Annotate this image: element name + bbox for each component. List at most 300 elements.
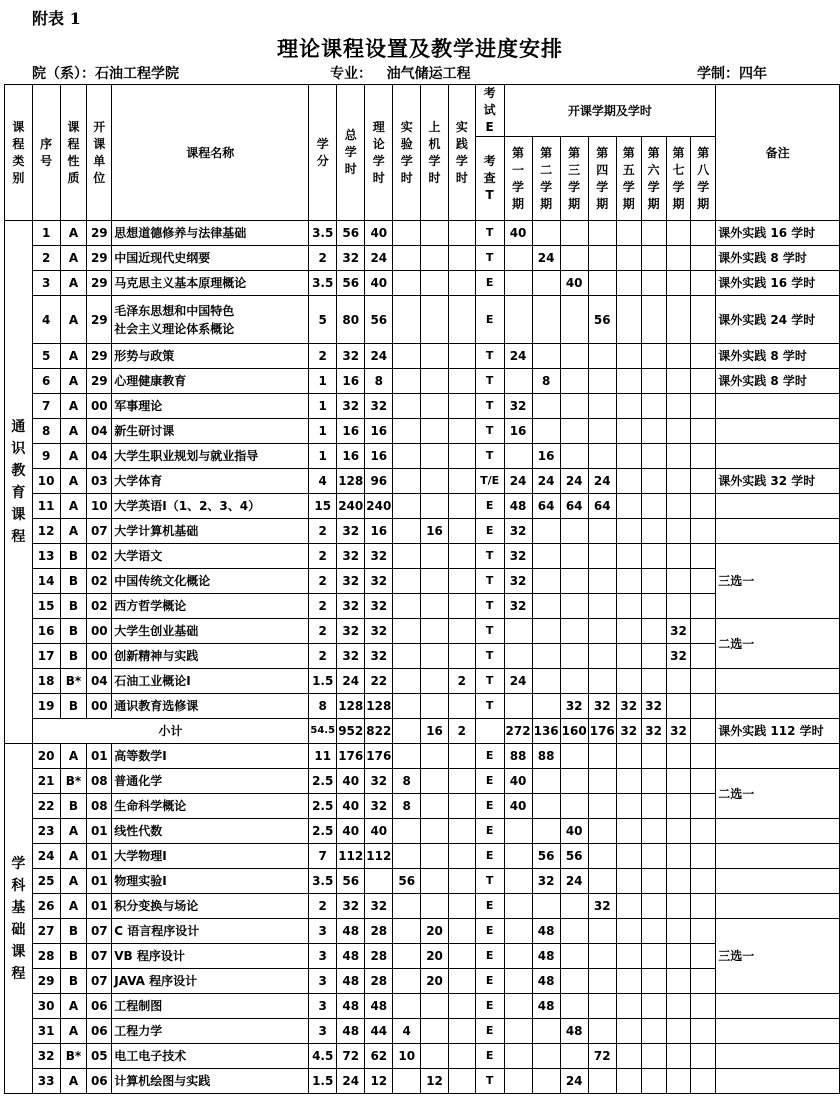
semester-4-cell [588,769,616,794]
semester-3-cell [560,1044,588,1069]
seq-cell: 16 [32,619,60,644]
seq-cell: 1 [32,221,60,246]
machine-hours-cell [421,419,449,444]
theory-hours-cell: 32 [365,769,393,794]
course-name-cell [112,494,309,519]
subtotal-semester-8 [691,719,716,744]
theory-hours-cell: 112 [365,844,393,869]
semester-4-cell [588,1069,616,1094]
seq-cell: 19 [32,694,60,719]
unit-cell: 29 [87,369,112,394]
semester-2-cell [532,544,560,569]
total-hours-cell: 56 [337,869,365,894]
semester-6-cell [641,1019,666,1044]
semester-2-cell: 48 [532,919,560,944]
subtotal-exam [475,719,504,744]
course-name-line: C 语言程序设计 [114,924,200,938]
semester-5-cell [616,544,641,569]
semester-3-cell: 40 [560,271,588,296]
table-row [5,644,840,669]
semester-3-cell [560,444,588,469]
header-semester-5: 第 五 学 期 [616,137,641,221]
semester-8-cell [691,794,716,819]
credit-cell: 11 [309,744,337,769]
course-name-cell [112,271,309,296]
course-name-line: 思想道德修养与法律基础 [114,226,247,240]
remark-cell [716,894,840,919]
semester-2-cell [532,519,560,544]
machine-hours-cell [421,594,449,619]
seq-cell: 23 [32,819,60,844]
nature-cell: B [60,919,87,944]
semester-4-cell [588,944,616,969]
semester-8-cell [691,869,716,894]
semester-1-cell [504,819,532,844]
nature-cell: A [60,221,87,246]
semester-1-cell [504,1019,532,1044]
exam-type-cell: T [475,1069,504,1094]
theory-hours-cell: 176 [365,744,393,769]
semester-4-cell [588,344,616,369]
table-row [5,246,840,271]
credit-cell: 2 [309,594,337,619]
machine-hours-cell [421,994,449,1019]
seq-cell: 6 [32,369,60,394]
table-row [5,444,840,469]
practice-hours-cell [448,869,475,894]
total-hours-cell: 32 [337,644,365,669]
practice-hours-cell [448,246,475,271]
semester-7-cell [666,1044,691,1069]
credit-cell: 2 [309,644,337,669]
remark-cell: 课外实践 8 学时 [716,246,840,271]
course-name-cell [112,469,309,494]
semester-8-cell [691,469,716,494]
total-hours-cell: 40 [337,794,365,819]
semester-8-cell [691,919,716,944]
semester-3-cell [560,369,588,394]
semester-4-cell [588,844,616,869]
machine-hours-cell: 20 [421,919,449,944]
exam-type-cell: E [475,1019,504,1044]
semester-2-cell: 48 [532,994,560,1019]
semester-4-cell: 72 [588,1044,616,1069]
lab-hours-cell [393,594,421,619]
semester-4-cell [588,246,616,271]
machine-hours-cell [421,694,449,719]
seq-cell: 26 [32,894,60,919]
semester-3-cell [560,419,588,444]
semester-8-cell [691,744,716,769]
unit-cell: 29 [87,246,112,271]
theory-hours-cell: 56 [365,296,393,344]
header-practice-hours: 实 践 学 时 [448,85,475,221]
practice-hours-cell [448,271,475,296]
total-hours-cell: 16 [337,444,365,469]
lab-hours-cell [393,819,421,844]
theory-hours-cell: 40 [365,271,393,296]
nature-cell: A [60,494,87,519]
nature-cell: B [60,794,87,819]
seq-cell: 33 [32,1069,60,1094]
machine-hours-cell [421,369,449,394]
semester-8-cell [691,419,716,444]
semester-4-cell [588,744,616,769]
subtotal-semester-4: 176 [588,719,616,744]
semester-8-cell [691,394,716,419]
semester-5-cell [616,344,641,369]
semester-1-cell [504,994,532,1019]
seq-cell: 15 [32,594,60,619]
semester-4-cell: 32 [588,894,616,919]
table-row [5,544,840,569]
table-row [5,494,840,519]
semester-4-cell [588,669,616,694]
course-name-line: 计算机绘图与实践 [114,1074,211,1088]
seq-cell: 30 [32,994,60,1019]
semester-2-cell: 48 [532,969,560,994]
course-name-cell [112,394,309,419]
semester-4-cell [588,594,616,619]
semester-8-cell [691,1019,716,1044]
machine-hours-cell [421,246,449,271]
lab-hours-cell [393,519,421,544]
table-row [5,619,840,644]
semester-2-cell [532,644,560,669]
seq-cell: 32 [32,1044,60,1069]
semester-4-cell [588,819,616,844]
semester-6-cell [641,271,666,296]
unit-cell: 02 [87,544,112,569]
theory-hours-cell: 40 [365,819,393,844]
remark-cell [716,494,840,519]
semester-1-cell: 24 [504,469,532,494]
machine-hours-cell [421,644,449,669]
course-name-cell [112,444,309,469]
theory-hours-cell: 32 [365,894,393,919]
nature-cell: A [60,469,87,494]
credit-cell: 2 [309,246,337,271]
unit-cell: 00 [87,619,112,644]
subtotal-semester-3: 160 [560,719,588,744]
machine-hours-cell [421,844,449,869]
credit-cell: 1 [309,419,337,444]
lab-hours-cell [393,919,421,944]
exam-type-cell: E [475,744,504,769]
machine-hours-cell [421,669,449,694]
unit-cell: 04 [87,669,112,694]
machine-hours-cell: 20 [421,944,449,969]
semester-3-cell: 32 [560,694,588,719]
semester-2-cell: 8 [532,369,560,394]
semester-8-cell [691,344,716,369]
semester-1-cell [504,296,532,344]
appendix-label: 附表 1 [32,9,81,28]
course-name-line: 新生研讨课 [114,424,175,438]
nature-cell: A [60,394,87,419]
seq-cell: 29 [32,969,60,994]
nature-cell: B [60,594,87,619]
semester-7-cell [666,594,691,619]
course-name-line: 大学计算机基础 [114,524,199,538]
semester-3-cell: 56 [560,844,588,869]
semester-5-cell [616,819,641,844]
lab-hours-cell [393,569,421,594]
seq-cell: 5 [32,344,60,369]
seq-cell: 2 [32,246,60,271]
credit-cell: 1.5 [309,1069,337,1094]
course-name-cell [112,944,309,969]
exam-type-cell: T [475,669,504,694]
total-hours-cell: 16 [337,369,365,394]
nature-cell: B [60,969,87,994]
semester-4-cell [588,969,616,994]
nature-cell: B [60,694,87,719]
table-row [5,271,840,296]
exam-type-cell: E [475,769,504,794]
total-hours-cell: 72 [337,1044,365,1069]
semester-5-cell [616,419,641,444]
theory-hours-cell [365,869,393,894]
total-hours-cell: 240 [337,494,365,519]
table-row [5,744,840,769]
semester-4-cell [588,544,616,569]
semester-5-cell [616,444,641,469]
lab-hours-cell [393,844,421,869]
semester-1-cell [504,246,532,271]
unit-cell: 07 [87,969,112,994]
exam-type-cell: T [475,369,504,394]
semester-8-cell [691,494,716,519]
semester-6-cell [641,919,666,944]
semester-1-cell [504,369,532,394]
semester-5-cell: 32 [616,694,641,719]
theory-hours-cell: 16 [365,444,393,469]
seq-cell: 27 [32,919,60,944]
semester-1-cell [504,869,532,894]
semester-7-cell [666,369,691,394]
lab-hours-cell [393,619,421,644]
semester-8-cell [691,594,716,619]
course-name-line: VB 程序设计 [114,949,185,963]
machine-hours-cell [421,1019,449,1044]
semester-1-cell: 16 [504,419,532,444]
practice-hours-cell [448,494,475,519]
credit-cell: 4.5 [309,1044,337,1069]
seq-cell: 7 [32,394,60,419]
credit-cell: 1 [309,444,337,469]
semester-7-cell [666,344,691,369]
semester-6-cell [641,844,666,869]
credit-cell: 1 [309,394,337,419]
practice-hours-cell [448,594,475,619]
semester-1-cell: 32 [504,519,532,544]
credit-cell: 1 [309,369,337,394]
seq-cell: 9 [32,444,60,469]
semester-7-cell [666,869,691,894]
lab-hours-cell: 4 [393,1019,421,1044]
table-row [5,394,840,419]
remark-cell [716,1069,840,1094]
remark-cell: 课外实践 8 学时 [716,369,840,394]
semester-3-cell [560,894,588,919]
total-hours-cell: 48 [337,1019,365,1044]
semester-7-cell: 32 [666,619,691,644]
semester-2-cell: 16 [532,444,560,469]
machine-hours-cell [421,296,449,344]
semester-7-cell [666,994,691,1019]
nature-cell: B [60,619,87,644]
semester-7-cell [666,544,691,569]
remark-cell: 课外实践 16 学时 [716,221,840,246]
course-name-line: 线性代数 [114,824,163,838]
semester-1-cell [504,844,532,869]
table-row [5,469,840,494]
exam-type-cell: T [475,344,504,369]
practice-hours-cell [448,1019,475,1044]
lab-hours-cell [393,444,421,469]
unit-cell: 00 [87,644,112,669]
semester-4-cell [588,419,616,444]
semester-5-cell [616,669,641,694]
exam-type-cell: E [475,794,504,819]
table-row [5,944,840,969]
total-hours-cell: 48 [337,919,365,944]
lab-hours-cell: 56 [393,869,421,894]
seq-cell: 24 [32,844,60,869]
semester-1-cell: 32 [504,569,532,594]
lab-hours-cell: 8 [393,769,421,794]
credit-cell: 3.5 [309,221,337,246]
nature-cell: B [60,544,87,569]
practice-hours-cell [448,969,475,994]
unit-cell: 04 [87,419,112,444]
table-row [5,869,840,894]
table-row [5,594,840,619]
semester-3-cell [560,794,588,819]
practice-hours-cell [448,769,475,794]
semester-2-cell: 56 [532,844,560,869]
unit-cell: 29 [87,344,112,369]
course-name-line: 电工电子技术 [114,1049,187,1063]
semester-2-cell [532,769,560,794]
semester-3-cell: 24 [560,469,588,494]
semester-2-cell [532,1019,560,1044]
practice-hours-cell [448,744,475,769]
seq-cell: 21 [32,769,60,794]
semester-1-cell [504,644,532,669]
lab-hours-cell [393,494,421,519]
remark-cell: 二选一 [716,769,840,819]
theory-hours-cell: 12 [365,1069,393,1094]
subtotal-semester-7: 32 [666,719,691,744]
nature-cell: A [60,344,87,369]
subtotal-credit: 54.5 [309,719,337,744]
unit-cell: 05 [87,1044,112,1069]
practice-hours-cell [448,994,475,1019]
machine-hours-cell [421,744,449,769]
course-name-cell [112,419,309,444]
course-name-cell [112,669,309,694]
semester-1-cell: 48 [504,494,532,519]
course-name-line: 石油工业概论I [114,674,191,688]
duration-label: 学制：四年 [697,66,767,82]
course-name-line: 创新精神与实践 [114,649,199,663]
unit-cell: 08 [87,769,112,794]
exam-type-cell: T [475,394,504,419]
semester-2-cell: 64 [532,494,560,519]
course-name-cell [112,894,309,919]
course-name-line: 工程制图 [114,999,163,1013]
lab-hours-cell [393,369,421,394]
semester-8-cell [691,819,716,844]
total-hours-cell: 32 [337,544,365,569]
semester-6-cell [641,994,666,1019]
table-row [5,669,840,694]
machine-hours-cell [421,494,449,519]
semester-1-cell: 88 [504,744,532,769]
semester-6-cell [641,769,666,794]
practice-hours-cell [448,794,475,819]
header-lab-hours: 实 验 学 时 [393,85,421,221]
semester-4-cell: 64 [588,494,616,519]
course-name-line: 物理实验I [114,874,167,888]
semester-5-cell [616,919,641,944]
total-hours-cell: 56 [337,221,365,246]
semester-1-cell: 24 [504,344,532,369]
header-semester-7: 第 七 学 期 [666,137,691,221]
course-name-line: 通识教育选修课 [114,699,199,713]
subtotal-lab [393,719,421,744]
table-header [5,85,840,221]
semester-1-cell [504,444,532,469]
nature-cell: A [60,519,87,544]
exam-type-cell: T [475,569,504,594]
seq-cell: 12 [32,519,60,544]
header-semester-1: 第 一 学 期 [504,137,532,221]
course-name-line: 大学语文 [114,549,163,563]
exam-type-cell: T [475,619,504,644]
nature-cell: B [60,644,87,669]
machine-hours-cell [421,819,449,844]
machine-hours-cell [421,544,449,569]
semester-7-cell [666,246,691,271]
remark-cell: 课外实践 32 学时 [716,469,840,494]
subtotal-theory: 822 [365,719,393,744]
semester-3-cell [560,644,588,669]
course-name-cell [112,1069,309,1094]
semester-1-cell [504,1069,532,1094]
semester-2-cell [532,894,560,919]
semester-2-cell [532,594,560,619]
course-name-cell [112,919,309,944]
course-name-cell [112,819,309,844]
credit-cell: 3 [309,994,337,1019]
semester-7-cell [666,569,691,594]
course-name-line: 积分变换与场论 [114,899,199,913]
header-semesters-group: 开课学期及学时 [504,85,716,137]
remark-cell [716,669,840,694]
nature-cell: A [60,271,87,296]
unit-cell: 07 [87,519,112,544]
semester-8-cell [691,271,716,296]
credit-cell: 2.5 [309,794,337,819]
semester-3-cell [560,246,588,271]
header-category: 课 程 类 别 [5,85,33,221]
semester-6-cell [641,296,666,344]
semester-1-cell [504,619,532,644]
semester-7-cell [666,296,691,344]
